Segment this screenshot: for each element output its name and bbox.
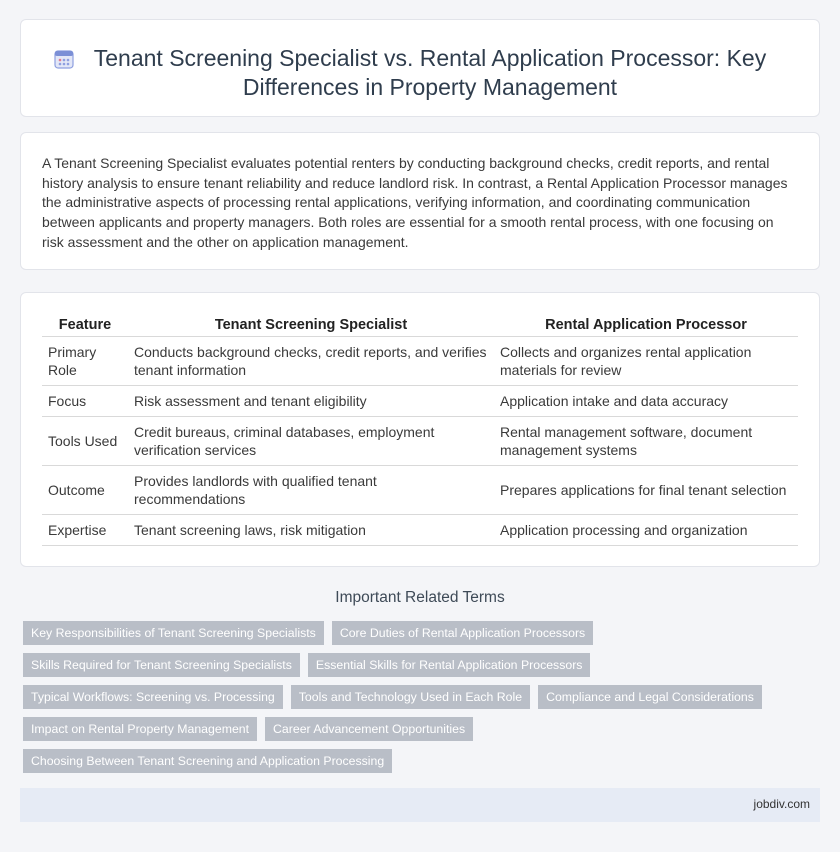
processor-cell: Prepares applications for final tenant selection (494, 466, 798, 515)
feature-cell: Focus (42, 386, 128, 417)
related-term-tag[interactable]: Career Advancement Opportunities (265, 717, 473, 741)
processor-cell: Collects and organizes rental application materials for review (494, 337, 798, 386)
feature-cell: Expertise (42, 515, 128, 546)
related-terms-tags (23, 621, 803, 781)
intro-paragraph: A Tenant Screening Specialist evaluates potential renters by conducting background checks, credit reports, and rental history analysis to ensure tenant reliability and reduce landlord risk. In contrast, a Rental Application Processor manages the administrative aspects of processing rental applications, verifying information, and coordinating communication between applicants and property managers. Both roles are essential for a smooth rental process, with one focusing on risk assessment and the other on application management. (42, 155, 788, 250)
table-row (42, 337, 798, 386)
table-row (42, 515, 798, 546)
comparison-card (20, 292, 820, 567)
table-row (42, 386, 798, 417)
table-row (42, 466, 798, 515)
specialist-cell: Provides landlords with qualified tenant recommendations (128, 466, 494, 515)
specialist-cell: Tenant screening laws, risk mitigation (128, 515, 494, 546)
title-card (20, 19, 820, 117)
related-term-tag[interactable]: Key Responsibilities of Tenant Screening Specialists (23, 621, 324, 645)
footer-site-link[interactable]: jobdiv.com (753, 797, 810, 811)
header-feature: Feature (42, 313, 128, 337)
header-tenant-screening-specialist: Tenant Screening Specialist (128, 313, 494, 337)
related-term-tag[interactable]: Core Duties of Rental Application Processors (332, 621, 593, 645)
processor-cell: Application intake and data accuracy (494, 386, 798, 417)
processor-cell: Application processing and organization (494, 515, 798, 546)
related-term-tag[interactable]: Tools and Technology Used in Each Role (291, 685, 530, 709)
related-term-tag[interactable]: Choosing Between Tenant Screening and Application Processing (23, 749, 392, 773)
feature-cell: Outcome (42, 466, 128, 515)
feature-cell: Tools Used (42, 417, 128, 466)
specialist-cell: Conducts background checks, credit reports, and verifies tenant information (128, 337, 494, 386)
related-term-tag[interactable]: Compliance and Legal Considerations (538, 685, 762, 709)
related-terms-heading: Important Related Terms (335, 589, 505, 606)
specialist-cell: Credit bureaus, criminal databases, employment verification services (128, 417, 494, 466)
feature-cell: Primary Role (42, 337, 128, 386)
table-header-row (42, 313, 798, 337)
header-rental-application-processor: Rental Application Processor (494, 313, 798, 337)
related-term-tag[interactable]: Impact on Rental Property Management (23, 717, 257, 741)
related-term-tag[interactable]: Skills Required for Tenant Screening Specialists (23, 653, 300, 677)
specialist-cell: Risk assessment and tenant eligibility (128, 386, 494, 417)
related-term-tag[interactable]: Typical Workflows: Screening vs. Processing (23, 685, 283, 709)
table-row (42, 417, 798, 466)
intro-card (20, 132, 820, 270)
processor-cell: Rental management software, document management systems (494, 417, 798, 466)
comparison-table (42, 313, 798, 546)
footer (20, 788, 820, 822)
page-title: Tenant Screening Specialist vs. Rental Application Processor: Key Differences in Property Management (93, 45, 767, 100)
related-term-tag[interactable]: Essential Skills for Rental Application Processors (308, 653, 591, 677)
